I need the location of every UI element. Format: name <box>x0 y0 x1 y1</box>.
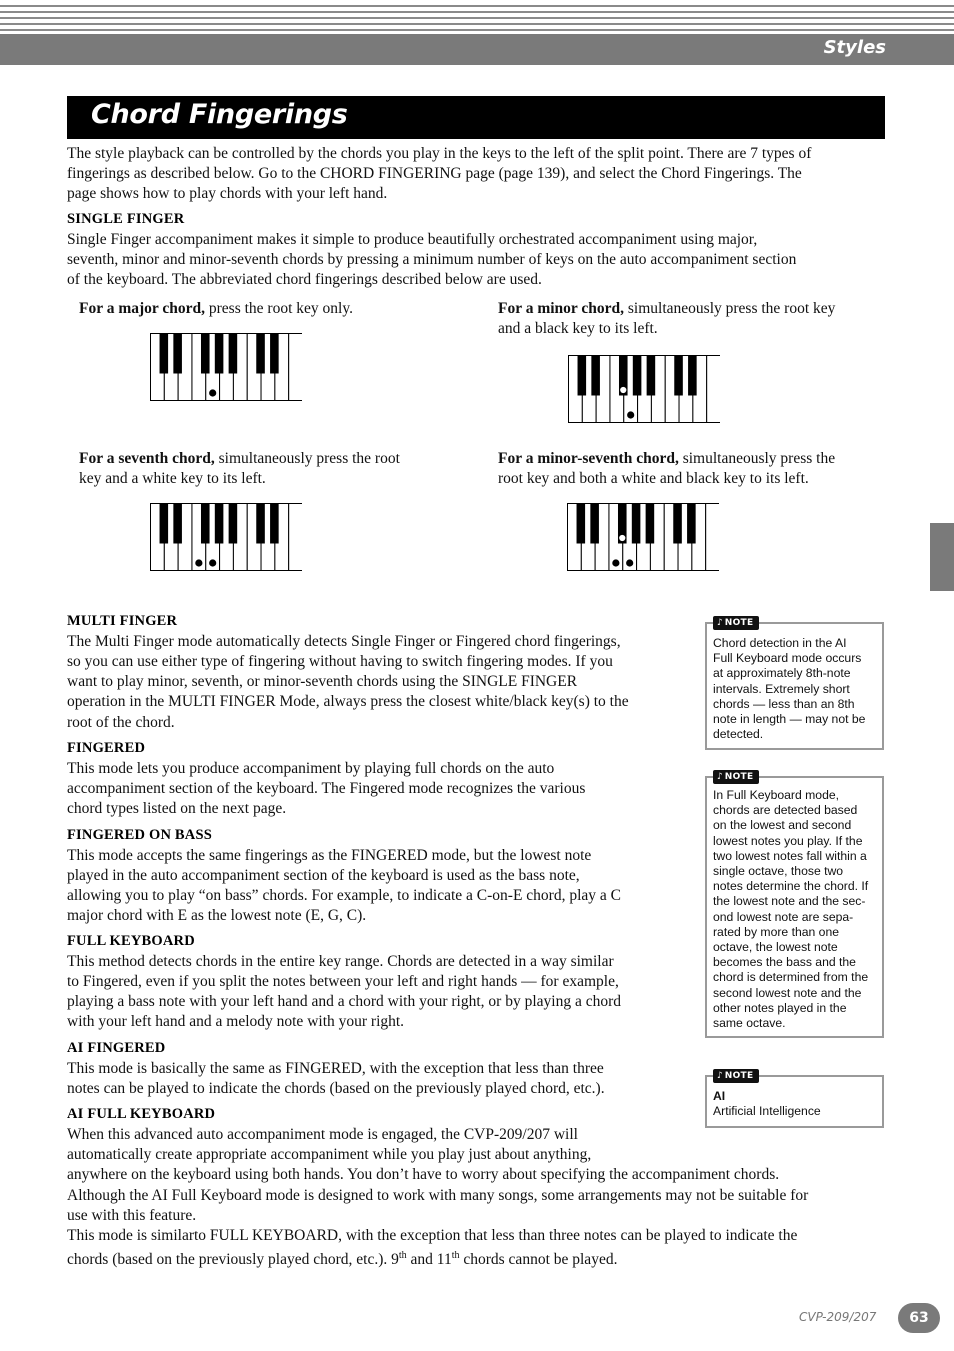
music-note-icon: ♪ <box>717 618 723 628</box>
music-note-icon: ♪ <box>717 1071 723 1081</box>
black-key <box>577 504 586 544</box>
pressed-key-dot <box>626 559 633 566</box>
minor-chord-caption <box>498 299 835 319</box>
body-line: notes can be played to indicate the chords (based on the previously played chord, etc.). <box>67 1080 605 1097</box>
superscript: th <box>398 1250 407 1261</box>
black-key <box>270 334 279 374</box>
body-line: root of the chord. <box>67 714 175 731</box>
black-key <box>229 334 238 374</box>
body-line: This method detects chords in the entire key range. Chords are detected in a way similar <box>67 953 614 970</box>
heading-multi-finger: MULTI FINGER <box>67 613 178 629</box>
keyboard-diagram-major <box>150 333 302 401</box>
body-line: major chord with E as the lowest note (E, G, C). <box>67 907 367 924</box>
seventh-chord-caption <box>79 449 400 469</box>
body-line: played in the auto accompaniment section of the keyboard is used as the bass note, <box>67 867 580 884</box>
heading-fingered-on-bass: FINGERED ON BASS <box>67 827 213 843</box>
major-chord-caption <box>79 299 353 319</box>
note-badge-label: NOTE <box>724 1071 754 1081</box>
major-chord-text: press the root key only. <box>205 300 353 317</box>
black-key <box>673 504 682 544</box>
black-key <box>173 504 182 544</box>
body-line-last <box>67 1246 617 1270</box>
body-line: Although the AI Full Keyboard mode is designed to work with many songs, some arrangements may not be suitable for <box>67 1187 809 1204</box>
body-line: use with this feature. <box>67 1207 197 1224</box>
black-key <box>173 334 182 374</box>
black-key <box>578 356 587 396</box>
note-text: Artificial Intelligence <box>713 1104 821 1118</box>
seventh-chord-label: For a seventh chord, <box>79 450 215 467</box>
pressed-key-dot <box>627 411 634 418</box>
pressed-key-dot <box>619 534 626 541</box>
body-line: playing a bass note with your left hand and a chord with your right, or by playing a chord <box>67 993 621 1010</box>
white-key <box>706 504 719 571</box>
body-line: allowing you to play “on bass” chords. For example, to indicate a C-on-E chord, play a C <box>67 887 621 904</box>
header-rule-lines <box>0 0 954 34</box>
note-term: AI <box>713 1089 726 1103</box>
page-title: Chord Fingerings <box>91 99 348 130</box>
minor-chord-label: For a minor chord, <box>498 300 625 317</box>
note-text: In Full Keyboard mode, chords are detected based on the lowest and second lowest notes you play. If the two lowest notes fall within a single octave, those two notes determine the chord. If the lowest note and the sec- ond lowest note are sepa- rated by more than one octave, the lowest note becomes the bass and the chord is determined from the second lowest note and the other notes played in the same octave. <box>713 788 869 1031</box>
body-line: so you can use either type of fingering without having to switch fingering modes. If you <box>67 653 613 670</box>
minor-seventh-chord-text-2: root key and both a white and black key to its left. <box>498 470 809 487</box>
black-key <box>215 334 224 374</box>
minor-chord-text-2: and a black key to its left. <box>498 320 658 337</box>
body-line: When this advanced auto accompaniment mode is engaged, the CVP-209/207 will <box>67 1126 578 1143</box>
minor-seventh-chord-text: simultaneously press the <box>678 450 836 467</box>
intro-line: The style playback can be controlled by the chords you play in the keys to the left of the split point. There are 7 types of <box>67 145 812 162</box>
white-key <box>707 356 720 423</box>
black-key <box>201 334 210 374</box>
body-line: Single Finger accompaniment makes it simple to produce beautifully orchestrated accompaniment using major, <box>67 231 758 248</box>
last-line-part: chords cannot be played. <box>459 1251 618 1269</box>
body-line: with your left hand and a melody note with your right. <box>67 1013 405 1030</box>
superscript: th <box>451 1250 460 1261</box>
seventh-chord-text-2: key and a white key to its left. <box>79 470 266 487</box>
heading-full-keyboard: FULL KEYBOARD <box>67 933 195 949</box>
body-line: operation in the MULTI FINGER Mode, always press the closest white/black key(s) to the <box>67 693 629 710</box>
body-line: This mode is similarto FULL KEYBOARD, with the exception that less than three notes can be played to indicate the <box>67 1227 798 1244</box>
header-bar <box>0 34 954 65</box>
note-text: Chord detection in the AI Full Keyboard mode occurs at approximately 8th-note intervals. Extremely short chords — less than an 8th note in length — may not be detected. <box>713 636 866 742</box>
minor-seventh-chord-label: For a minor-seventh chord, <box>498 450 679 467</box>
minor-seventh-chord-caption <box>498 449 835 469</box>
heading-ai-fingered: AI FINGERED <box>67 1040 166 1056</box>
body-line: to Fingered, even if you split the notes between your left and right hands — for example, <box>67 973 619 990</box>
body-line: This mode lets you produce accompaniment by playing full chords on the auto <box>67 760 555 777</box>
pressed-key-dot <box>209 389 216 396</box>
white-key <box>289 334 302 401</box>
music-note-icon: ♪ <box>717 772 723 782</box>
side-thumb-tab <box>930 523 954 591</box>
note-box <box>705 772 884 1038</box>
note-badge-label: NOTE <box>724 772 754 782</box>
black-key <box>256 504 265 544</box>
note-badge <box>713 770 759 784</box>
black-key <box>674 356 683 396</box>
white-key <box>289 504 302 571</box>
black-key <box>160 504 169 544</box>
pressed-key-dot <box>612 559 619 566</box>
black-key <box>633 356 642 396</box>
keyboard-diagram-minor <box>568 355 720 423</box>
last-line-part: and 11 <box>406 1251 452 1269</box>
major-chord-label: For a major chord, <box>79 300 205 317</box>
page-number: 63 <box>898 1303 940 1333</box>
black-key <box>229 504 238 544</box>
note-badge-label: NOTE <box>724 618 754 628</box>
black-key <box>256 334 265 374</box>
pressed-key-dot <box>209 559 216 566</box>
note-badge <box>713 1069 759 1083</box>
black-key <box>647 356 656 396</box>
black-key <box>646 504 655 544</box>
black-key <box>688 356 697 396</box>
black-key <box>215 504 224 544</box>
body-line: accompaniment section of the keyboard. The Fingered mode recognizes the various <box>67 780 586 797</box>
note-badge <box>713 616 759 630</box>
black-key <box>632 504 641 544</box>
intro-line: fingerings as described below. Go to the CHORD FINGERING page (page 139), and select the Chord Fingerings. The <box>67 165 802 182</box>
black-key <box>201 504 210 544</box>
heading-ai-full-keyboard: AI FULL KEYBOARD <box>67 1106 216 1122</box>
body-line: seventh, minor and minor-seventh chords by pressing a minimum number of keys on the auto accompaniment section <box>67 251 797 268</box>
body-line: chord types listed on the next page. <box>67 800 287 817</box>
body-line: automatically create appropriate accompaniment while you play just about anything, <box>67 1146 592 1163</box>
black-key <box>591 356 600 396</box>
footer-model: CVP-209/207 <box>799 1310 877 1324</box>
black-key <box>160 334 169 374</box>
seventh-chord-text: simultaneously press the root <box>214 450 400 467</box>
page-title-bar <box>67 96 885 139</box>
note-box <box>705 618 884 750</box>
section-title: Styles <box>823 37 886 58</box>
body-line: The Multi Finger mode automatically detects Single Finger or Fingered chord fingerings, <box>67 633 621 650</box>
heading-fingered: FINGERED <box>67 740 146 756</box>
body-line: of the keyboard. The abbreviated chord fingerings described below are used. <box>67 271 542 288</box>
pressed-key-dot <box>620 386 627 393</box>
intro-line: page shows how to play chords with your left hand. <box>67 185 388 202</box>
body-line: want to play minor, seventh, or minor-seventh chords using the SINGLE FINGER <box>67 673 578 690</box>
pressed-key-dot <box>195 559 202 566</box>
body-line: anywhere on the keyboard using both hands. You don’t have to worry about specifying the accompaniment chords. <box>67 1166 780 1183</box>
body-line: This mode accepts the same fingerings as the FINGERED mode, but the lowest note <box>67 847 592 864</box>
keyboard-diagram-seventh <box>150 503 302 571</box>
black-key <box>687 504 696 544</box>
last-line-part: chords (based on the previously played chord, etc.). 9 <box>67 1251 399 1269</box>
keyboard-diagram-minor-seventh <box>567 503 719 571</box>
black-key <box>270 504 279 544</box>
body-line: This mode is basically the same as FINGERED, with the exception that less than three <box>67 1060 604 1077</box>
heading-single-finger: SINGLE FINGER <box>67 211 185 227</box>
black-key <box>590 504 599 544</box>
minor-chord-text: simultaneously press the root key <box>624 300 836 317</box>
note-box <box>705 1071 884 1128</box>
